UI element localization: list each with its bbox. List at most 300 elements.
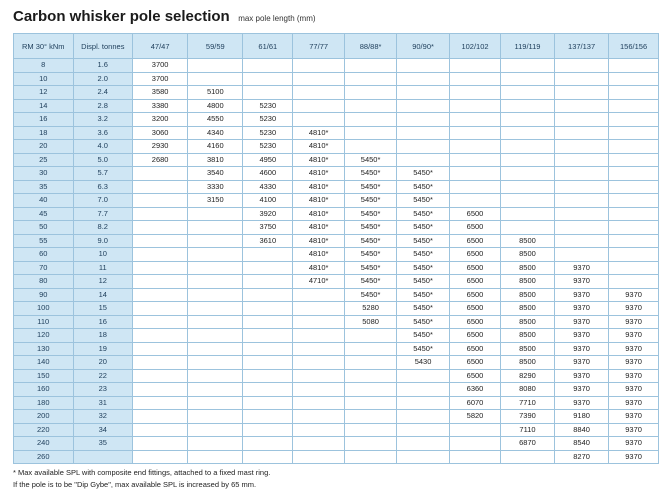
pole-length-cell: 6500 [450, 207, 501, 221]
displacement-cell: 2.0 [73, 72, 133, 86]
pole-length-cell [188, 396, 243, 410]
displacement-cell: 35 [73, 437, 133, 451]
pole-length-cell: 7710 [500, 396, 554, 410]
pole-length-cell: 8540 [555, 437, 609, 451]
pole-length-cell: 5450* [345, 153, 397, 167]
pole-length-cell: 8290 [500, 369, 554, 383]
rm-cell: 260 [14, 450, 74, 464]
pole-length-cell [609, 275, 659, 289]
pole-length-cell [293, 410, 345, 424]
pole-length-cell: 3330 [188, 180, 243, 194]
pole-length-cell: 5430 [397, 356, 450, 370]
pole-length-cell: 8080 [500, 383, 554, 397]
pole-length-cell [609, 113, 659, 127]
pole-length-cell: 5450* [397, 207, 450, 221]
pole-length-cell: 6500 [450, 315, 501, 329]
pole-length-cell [188, 437, 243, 451]
pole-length-cell: 5450* [397, 342, 450, 356]
pole-length-cell [500, 221, 554, 235]
rm-cell: 40 [14, 194, 74, 208]
pole-length-cell [293, 302, 345, 316]
table-row [14, 113, 659, 127]
pole-length-cell: 6500 [450, 302, 501, 316]
pole-length-cell [555, 59, 609, 73]
pole-length-cell: 6500 [450, 288, 501, 302]
pole-length-cell [188, 207, 243, 221]
displacement-cell: 16 [73, 315, 133, 329]
column-header: 47/47 [133, 34, 188, 59]
pole-length-cell: 5450* [397, 194, 450, 208]
pole-length-cell [345, 329, 397, 343]
pole-length-cell [188, 248, 243, 262]
pole-length-cell [243, 248, 293, 262]
pole-length-cell [345, 113, 397, 127]
pole-length-cell: 5450* [397, 221, 450, 235]
pole-length-cell [500, 140, 554, 154]
displacement-cell: 19 [73, 342, 133, 356]
pole-length-cell [500, 99, 554, 113]
pole-length-cell [188, 59, 243, 73]
pole-length-cell [345, 356, 397, 370]
pole-length-cell: 5450* [397, 329, 450, 343]
pole-length-cell: 9370 [609, 302, 659, 316]
pole-length-cell [133, 207, 188, 221]
column-header: 88/88* [345, 34, 397, 59]
rm-cell: 10 [14, 72, 74, 86]
pole-length-cell [397, 99, 450, 113]
pole-length-cell [345, 369, 397, 383]
pole-length-cell [500, 126, 554, 140]
pole-length-cell [243, 437, 293, 451]
table-row [14, 342, 659, 356]
pole-length-cell [293, 437, 345, 451]
pole-length-cell: 3380 [133, 99, 188, 113]
pole-length-cell [450, 59, 501, 73]
pole-length-cell [133, 248, 188, 262]
pole-length-cell: 9370 [555, 302, 609, 316]
pole-length-cell [133, 261, 188, 275]
pole-length-cell [450, 72, 501, 86]
table-row [14, 140, 659, 154]
pole-length-cell [345, 99, 397, 113]
pole-length-cell [133, 342, 188, 356]
pole-length-cell [397, 72, 450, 86]
pole-length-cell: 4550 [188, 113, 243, 127]
header-row [14, 34, 659, 59]
displacement-cell: 7.7 [73, 207, 133, 221]
displacement-cell: 10 [73, 248, 133, 262]
table-row [14, 423, 659, 437]
pole-length-cell [555, 99, 609, 113]
column-header: 90/90* [397, 34, 450, 59]
pole-length-cell [397, 396, 450, 410]
displacement-cell: 32 [73, 410, 133, 424]
pole-length-cell [450, 167, 501, 181]
pole-length-cell [609, 86, 659, 100]
pole-length-cell: 7390 [500, 410, 554, 424]
pole-length-cell [397, 383, 450, 397]
pole-length-cell [133, 234, 188, 248]
displacement-cell: 2.4 [73, 86, 133, 100]
footnote-dip-gybe: If the pole is to be "Dip Gybe", max available SPL is increased by 65 mm. [13, 480, 257, 489]
pole-length-cell [345, 342, 397, 356]
pole-length-cell: 5450* [397, 288, 450, 302]
pole-length-cell: 3580 [133, 86, 188, 100]
pole-length-cell [609, 180, 659, 194]
pole-length-cell: 3810 [188, 153, 243, 167]
table-row [14, 396, 659, 410]
pole-length-cell [243, 450, 293, 464]
pole-length-cell: 6500 [450, 275, 501, 289]
pole-length-cell [555, 180, 609, 194]
displacement-cell: 12 [73, 275, 133, 289]
column-header: 77/77 [293, 34, 345, 59]
pole-length-cell: 5450* [345, 288, 397, 302]
pole-length-cell [450, 126, 501, 140]
rm-cell: 30 [14, 167, 74, 181]
page-subtitle: max pole length (mm) [238, 14, 316, 23]
pole-length-cell [188, 329, 243, 343]
footnote-asterisk: * Max available SPL with composite end fittings, attached to a fixed mast ring. [13, 468, 271, 477]
pole-length-cell [609, 153, 659, 167]
displacement-cell: 23 [73, 383, 133, 397]
pole-length-cell: 8500 [500, 288, 554, 302]
pole-length-cell [188, 234, 243, 248]
pole-length-cell [397, 140, 450, 154]
pole-length-cell: 4100 [243, 194, 293, 208]
table-row [14, 450, 659, 464]
pole-length-cell: 5820 [450, 410, 501, 424]
column-header: RM 30° kNm [14, 34, 74, 59]
pole-length-cell: 9370 [555, 288, 609, 302]
column-header: 137/137 [555, 34, 609, 59]
pole-length-cell: 5450* [345, 207, 397, 221]
pole-length-cell [188, 450, 243, 464]
pole-length-cell [243, 59, 293, 73]
rm-cell: 12 [14, 86, 74, 100]
pole-length-cell [345, 86, 397, 100]
pole-length-cell: 9370 [609, 369, 659, 383]
pole-length-cell: 4340 [188, 126, 243, 140]
displacement-cell: 22 [73, 369, 133, 383]
rm-cell: 80 [14, 275, 74, 289]
table-row [14, 153, 659, 167]
pole-length-cell [243, 288, 293, 302]
pole-length-cell [188, 383, 243, 397]
table-row [14, 437, 659, 451]
table-row [14, 383, 659, 397]
pole-length-cell: 8840 [555, 423, 609, 437]
pole-length-cell [188, 302, 243, 316]
pole-length-cell [450, 140, 501, 154]
pole-length-cell [188, 261, 243, 275]
pole-length-cell [293, 329, 345, 343]
pole-length-cell [500, 207, 554, 221]
pole-length-cell [345, 126, 397, 140]
displacement-cell: 6.3 [73, 180, 133, 194]
rm-cell: 120 [14, 329, 74, 343]
displacement-cell: 31 [73, 396, 133, 410]
pole-length-cell: 9370 [555, 396, 609, 410]
rm-cell: 45 [14, 207, 74, 221]
pole-length-cell [555, 72, 609, 86]
pole-length-cell [243, 369, 293, 383]
pole-length-cell: 9370 [609, 288, 659, 302]
rm-cell: 180 [14, 396, 74, 410]
pole-length-cell [293, 423, 345, 437]
pole-length-cell: 5450* [397, 180, 450, 194]
table-row [14, 410, 659, 424]
pole-length-cell: 5450* [345, 167, 397, 181]
pole-length-cell: 8500 [500, 248, 554, 262]
pole-length-cell: 3150 [188, 194, 243, 208]
pole-length-cell [293, 59, 345, 73]
pole-length-cell [293, 383, 345, 397]
rm-cell: 90 [14, 288, 74, 302]
pole-length-cell [293, 369, 345, 383]
pole-length-cell: 9180 [555, 410, 609, 424]
displacement-cell [73, 450, 133, 464]
pole-length-cell [345, 423, 397, 437]
pole-length-cell [555, 86, 609, 100]
pole-length-cell: 7110 [500, 423, 554, 437]
pole-length-cell: 3700 [133, 59, 188, 73]
pole-length-cell: 9370 [609, 410, 659, 424]
pole-length-cell [555, 126, 609, 140]
pole-length-cell [133, 180, 188, 194]
column-header: 59/59 [188, 34, 243, 59]
rm-cell: 160 [14, 383, 74, 397]
displacement-cell: 2.8 [73, 99, 133, 113]
pole-length-cell [133, 194, 188, 208]
rm-cell: 140 [14, 356, 74, 370]
rm-cell: 16 [14, 113, 74, 127]
pole-length-cell [609, 261, 659, 275]
pole-length-cell: 9370 [555, 369, 609, 383]
pole-length-cell: 5100 [188, 86, 243, 100]
pole-length-cell: 9370 [555, 329, 609, 343]
pole-length-cell: 9370 [555, 356, 609, 370]
pole-length-cell: 3700 [133, 72, 188, 86]
pole-length-cell [293, 450, 345, 464]
table-row [14, 59, 659, 73]
pole-length-cell: 8500 [500, 342, 554, 356]
pole-length-cell: 5450* [397, 167, 450, 181]
pole-length-cell [555, 194, 609, 208]
pole-length-cell: 5450* [397, 302, 450, 316]
pole-length-cell [133, 356, 188, 370]
displacement-cell: 9.0 [73, 234, 133, 248]
pole-length-cell: 5450* [345, 234, 397, 248]
displacement-cell: 4.0 [73, 140, 133, 154]
rm-cell: 25 [14, 153, 74, 167]
pole-length-cell [188, 72, 243, 86]
pole-length-cell [450, 437, 501, 451]
table-row [14, 329, 659, 343]
pole-length-cell [450, 86, 501, 100]
pole-length-cell [133, 410, 188, 424]
pole-length-cell [133, 396, 188, 410]
pole-length-cell [500, 153, 554, 167]
pole-length-cell [293, 72, 345, 86]
table-row [14, 315, 659, 329]
title-row [13, 8, 316, 26]
pole-length-cell: 9370 [555, 383, 609, 397]
displacement-cell: 34 [73, 423, 133, 437]
pole-length-cell: 4810* [293, 234, 345, 248]
pole-length-cell: 5450* [345, 221, 397, 235]
pole-length-cell [609, 207, 659, 221]
pole-length-cell: 5230 [243, 113, 293, 127]
pole-length-cell [555, 221, 609, 235]
pole-length-cell [293, 342, 345, 356]
displacement-cell: 20 [73, 356, 133, 370]
pole-length-cell: 5080 [345, 315, 397, 329]
rm-cell: 55 [14, 234, 74, 248]
pole-length-cell: 4330 [243, 180, 293, 194]
pole-length-cell [555, 167, 609, 181]
column-header: Displ. tonnes [73, 34, 133, 59]
pole-length-cell [450, 153, 501, 167]
pole-length-cell [397, 450, 450, 464]
pole-length-cell [133, 450, 188, 464]
table-row [14, 194, 659, 208]
table-row [14, 356, 659, 370]
pole-length-cell: 8500 [500, 315, 554, 329]
pole-length-cell [133, 437, 188, 451]
table-row [14, 126, 659, 140]
displacement-cell: 18 [73, 329, 133, 343]
table-row [14, 72, 659, 86]
pole-length-cell [609, 99, 659, 113]
pole-length-cell [397, 113, 450, 127]
pole-length-cell [609, 234, 659, 248]
displacement-cell: 5.7 [73, 167, 133, 181]
pole-length-cell [609, 126, 659, 140]
column-header: 61/61 [243, 34, 293, 59]
pole-length-cell [133, 369, 188, 383]
pole-length-cell [397, 126, 450, 140]
rm-cell: 20 [14, 140, 74, 154]
pole-length-cell [293, 288, 345, 302]
pole-length-cell: 3200 [133, 113, 188, 127]
rm-cell: 35 [14, 180, 74, 194]
pole-length-cell [243, 329, 293, 343]
pole-length-cell: 3750 [243, 221, 293, 235]
pole-length-cell [188, 356, 243, 370]
pole-length-cell: 9370 [555, 342, 609, 356]
displacement-cell: 3.2 [73, 113, 133, 127]
rm-cell: 240 [14, 437, 74, 451]
pole-length-cell [397, 153, 450, 167]
pole-length-cell [243, 261, 293, 275]
pole-length-cell: 5450* [397, 275, 450, 289]
pole-length-cell: 4810* [293, 180, 345, 194]
pole-length-cell [500, 167, 554, 181]
table-row [14, 221, 659, 235]
pole-length-cell: 5450* [345, 261, 397, 275]
displacement-cell: 15 [73, 302, 133, 316]
pole-length-cell [609, 248, 659, 262]
pole-length-cell: 5230 [243, 140, 293, 154]
pole-length-cell: 6360 [450, 383, 501, 397]
pole-length-cell [243, 72, 293, 86]
pole-length-cell [609, 72, 659, 86]
pole-length-cell [243, 342, 293, 356]
pole-length-cell [345, 72, 397, 86]
pole-length-cell [188, 342, 243, 356]
pole-length-cell [555, 234, 609, 248]
pole-length-cell [450, 180, 501, 194]
pole-length-cell [500, 450, 554, 464]
table-row [14, 167, 659, 181]
pole-length-cell: 5450* [345, 180, 397, 194]
pole-length-cell [397, 437, 450, 451]
rm-cell: 70 [14, 261, 74, 275]
pole-length-cell: 5450* [397, 234, 450, 248]
pole-length-cell: 5230 [243, 99, 293, 113]
pole-length-cell [500, 86, 554, 100]
table-row [14, 180, 659, 194]
pole-length-cell [188, 423, 243, 437]
pole-length-cell: 5450* [397, 248, 450, 262]
pole-length-cell: 8500 [500, 356, 554, 370]
pole-length-cell: 9370 [609, 356, 659, 370]
pole-length-cell: 9370 [609, 383, 659, 397]
pole-length-cell: 4810* [293, 126, 345, 140]
pole-length-cell [133, 329, 188, 343]
table-row [14, 248, 659, 262]
pole-length-cell [555, 207, 609, 221]
pole-length-cell [345, 450, 397, 464]
page-title: Carbon whisker pole selection [13, 8, 230, 25]
pole-length-cell: 6500 [450, 248, 501, 262]
rm-cell: 130 [14, 342, 74, 356]
pole-length-cell: 2930 [133, 140, 188, 154]
pole-length-cell: 9370 [609, 396, 659, 410]
pole-length-cell [243, 383, 293, 397]
table-body [14, 59, 659, 464]
pole-length-cell [500, 113, 554, 127]
table-row [14, 86, 659, 100]
pole-length-cell: 3540 [188, 167, 243, 181]
rm-cell: 220 [14, 423, 74, 437]
pole-length-cell: 4810* [293, 261, 345, 275]
displacement-cell: 11 [73, 261, 133, 275]
displacement-cell: 14 [73, 288, 133, 302]
displacement-cell: 8.2 [73, 221, 133, 235]
pole-length-cell [450, 194, 501, 208]
pole-length-cell [188, 221, 243, 235]
pole-length-cell [293, 396, 345, 410]
rm-cell: 8 [14, 59, 74, 73]
pole-length-cell: 8500 [500, 261, 554, 275]
pole-length-cell: 8500 [500, 234, 554, 248]
pole-length-cell [133, 423, 188, 437]
pole-length-cell [133, 167, 188, 181]
pole-length-cell: 9370 [609, 423, 659, 437]
pole-length-cell [188, 315, 243, 329]
rm-cell: 14 [14, 99, 74, 113]
rm-cell: 150 [14, 369, 74, 383]
pole-length-cell [345, 383, 397, 397]
pole-length-cell [397, 86, 450, 100]
column-header: 156/156 [609, 34, 659, 59]
pole-length-cell [243, 275, 293, 289]
pole-length-cell [293, 356, 345, 370]
pole-length-cell [133, 288, 188, 302]
pole-length-cell: 6500 [450, 342, 501, 356]
